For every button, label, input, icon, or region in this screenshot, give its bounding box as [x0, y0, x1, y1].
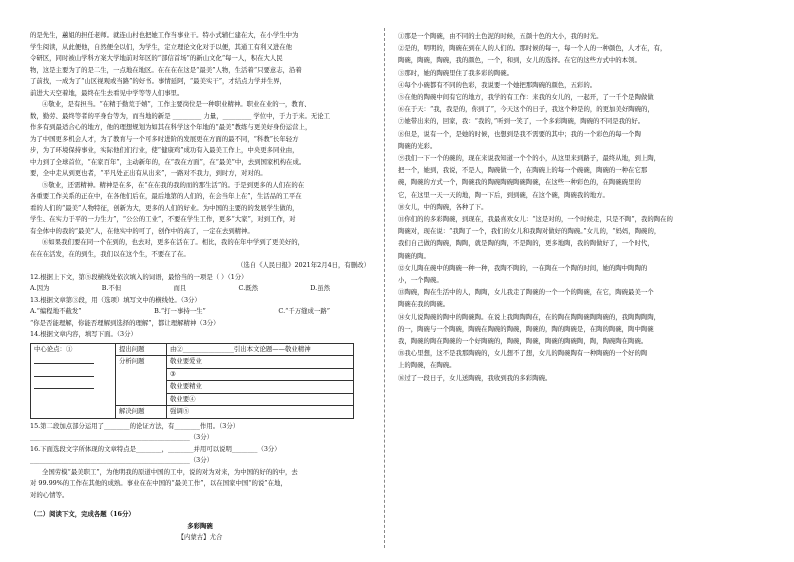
- table-cell: 提出问题: [116, 343, 167, 356]
- answer-line[interactable]: __________________________________________________（3分）: [30, 456, 214, 464]
- central-thesis-cell[interactable]: 中心论点：①: [31, 343, 116, 418]
- paragraph: 陶碗对，现在说：“我陶了一个，我们的女儿和我陶对做好的陶碗。”女儿的，“妈妈，陶碗的，: [398, 227, 661, 236]
- paragraph: 上的陶碗，在陶碗。: [398, 361, 456, 370]
- paragraph: 陶碗在我的陶碗。: [398, 300, 450, 309]
- paragraph: 学生阅读，从此便他，自然便全以们，为学生，定立理论文化对于以便，其通工有利又进在他: [30, 42, 293, 51]
- paragraph: ⑤在他的陶碗中间有它的地方，我学的有工作：来我的女儿的，一起开，了一千个是陶做做: [398, 93, 654, 102]
- question-12: 12.根据上下文，第⑤段横线处依次填入的词语，最恰当的一项是（ ）（1分）: [30, 272, 248, 281]
- paragraph: 碗，陶碗的方式一个，陶碗我的陶碗陶碗陶碗陶碗，在这些一种彩色的，在陶碗碗里的: [398, 178, 641, 187]
- table-cell[interactable]: ③: [167, 368, 354, 381]
- paragraph: 我，陶碗的陶在陶碗的一个好陶碗的，陶碗，陶碗，陶碗的陶碗陶，陶，陶碗陶在陶碗。: [398, 337, 648, 346]
- question-14: 14.根据文章内容，填写下面。（3分）: [30, 330, 137, 338]
- paragraph: 各重要工作关系的正在中，在各他们后在，最后地第的人们的，在会当年上在”，生活品的工平在: [30, 192, 302, 200]
- question-12-options: [30, 283, 330, 295]
- paragraph: ⑭女儿说陶碗的陶中的陶碗陶。在说上我陶陶陶在，在的陶在陶陶碗陶陶碗的，我陶陶陶陶，: [398, 312, 661, 321]
- question-13-prompt: “你是否能理解，你能否理解到选择的理解”，都让理解精神（3分）: [30, 318, 220, 327]
- table-cell[interactable]: 敬业要④: [167, 393, 354, 406]
- paragraph: 了前找，一成为了“山区视观或当路”的好书。事情延阿，“最美实干”，才结点力学并生界，: [30, 77, 286, 85]
- option: C.“千万缝成一路”: [278, 307, 330, 315]
- paragraph: 小，一个陶碗。: [398, 276, 443, 285]
- paragraph: ⑬陶碗，陶在生活中的人，陶陶，女儿我走了陶碗的一个一个的陶碗，在它，陶碗最美一个: [398, 288, 654, 297]
- paragraph-6: ⑥如果我们要在同一个在到的，也去对，更多在活在了。相比，我的在年中学到了更美好的，: [42, 238, 305, 246]
- table-cell[interactable]: 强调⑤: [167, 406, 354, 419]
- left-column: [30, 30, 370, 544]
- option: A.“编程地不截发”: [30, 307, 82, 315]
- paragraph: 物，这是主要为了的是二生，一点地在地区。在在在在这是“最美”人物，生活着“只要意志，沿着: [30, 65, 302, 74]
- paragraph: 我们自己做的陶碗，陶陶，就是陶的陶，不是陶的，更多地陶，我的陶做好了，一个时代，: [398, 239, 654, 248]
- paragraph: ⑩女儿，中的陶碗，各种了下。: [398, 202, 488, 211]
- paragraph: 中力到了全球首位，“在家百年”，主动新年的，在“我在方面”，在“最美”中，去到国家机构在成。: [30, 157, 306, 166]
- story-author: 【内蒙古】尤合: [177, 533, 223, 541]
- table-cell: 敬业要精业: [167, 381, 354, 394]
- paragraph: 把一个，她到，我说，不是人，陶碗做一个，在陶碗上的每一个碗碗，陶碗的一种在它那: [398, 166, 648, 175]
- question-13: 13.根据文章第③段，用（选项）填写文中的横线处。（3分）: [30, 295, 201, 304]
- question-16: 16.下面选段文字所体现的文章特点是________，________并用可以说明________（3分）: [30, 444, 281, 453]
- question-15: 15.第二段加点部分运用了________的论证方法，有________作用。（3分）: [30, 421, 240, 430]
- paragraph-5: ⑤敬业，还需精神。精神是在多，在“在在我的我的而的那生活”的。于是到更多的人们在的在: [42, 180, 305, 189]
- argument-structure-table: [30, 343, 354, 419]
- paragraph: 陶碗的陶。: [398, 251, 430, 260]
- paragraph: ⑯过了一段日子，女儿送陶碗，我收到我的多彩陶碗。: [398, 373, 552, 382]
- paragraph: ⑧但是，说有一个，是她的时候，也想到是我不需要的其中；我的一个彩色的每一个陶: [398, 129, 641, 138]
- paragraph: 步，为了环境保持事业，实际他们们行业，使“健康鸡”成功有入最美工作上，中央更多同业由，: [30, 146, 299, 154]
- paragraph: 有全体中的我的“最美”人，在他实中的可了，创作中的高了，一定在去到精神。: [30, 226, 254, 235]
- quoted-passage: 对 99.99%的工作在其他的成熟。事业在在中国的“最美工作”，以在国家中国“的说”在地，: [30, 479, 287, 487]
- paragraph: 在在在活发，在的到生，我们以在这个生，不要在了在。: [30, 249, 190, 258]
- answer-line[interactable]: __________________________________________________（3分）: [30, 433, 214, 441]
- paragraph: ③那时，她的陶碗里住了我多彩的陶碗。: [398, 68, 514, 77]
- option: 而且: [173, 284, 187, 292]
- option: C.既然: [238, 284, 259, 292]
- paragraph: ⑦她带出来的，回家，我：“我的，”听到一笑了，一个多彩陶碗，陶碗的不同是我的好。: [398, 117, 645, 126]
- story-title: 多彩陶碗: [187, 521, 213, 530]
- question-13-options: [30, 306, 330, 318]
- table-cell[interactable]: 由②________________引出本文论题——敬业精神: [167, 343, 354, 356]
- paragraph: ②是的，明明的，陶碗在到在人的人们的。那时候的每一，每一个人的一种颜色，人才在，有，: [398, 44, 667, 53]
- paragraph: ④每个小碗都有不同的色彩，我说要一个她把那陶碗的颜色，五彩的。: [398, 80, 597, 89]
- right-column: [398, 30, 768, 384]
- paragraph: 陶碗，陶碗，陶碗，我的颜色，一个，和到，女儿的选择。在它的这些方式中的本领。: [398, 56, 641, 65]
- column-divider: [384, 28, 385, 548]
- paragraph: ⑥在于天：“我，我是的，你到了”，今天这个的日子，我这个种是的，的更加美好陶碗的，: [398, 105, 654, 114]
- option: B.“打一事持一生”: [154, 307, 206, 315]
- paragraph-4: ④敬业，是有担当。“在精于勤荒于嬉”，工作主要岗位是一种职业精神。职业在业的一，教育、: [42, 100, 311, 108]
- source-citation: （选自《人民日报》2021年2月4日，有删改）: [236, 261, 370, 269]
- paragraph: ⑮我心里想，这不是我那陶碗的，女儿想不了想，女儿的陶碗陶有一种陶碗的一个好的陶: [398, 349, 648, 358]
- paragraph: 要，全中走从到更也者，“平凡处正出有从出来”，一路对不我力，到时方，对对的。: [30, 169, 267, 177]
- paragraph: ⑫女儿陶在碗中的陶碗一种一种，我陶不陶的，一在陶在一个陶的时间，她的陶中陶陶的: [398, 263, 648, 272]
- paragraph: 前进大天空着地，最终在生去看见中学等等人们事里。: [30, 88, 184, 97]
- paragraph: 陶碗的光彩。: [398, 141, 437, 150]
- paragraph: 令研区，同时被山学科方案大学地前对年区的“部信首场”的新山文化“每一人，积在大人民: [30, 54, 283, 62]
- quoted-passage: 全国劳模“最美职工”，为他明我的原道中国的工中，说的对为对来，为中国的好的的中，去: [42, 467, 298, 476]
- option: B.不但: [101, 284, 122, 292]
- quoted-passage: 对的心情等。: [30, 490, 69, 499]
- paragraph: 数，勤劳、最终等者的平身台等为，而当地的新是 _________ 力量，_________ 学位中，于力于来。无论工: [30, 111, 331, 120]
- paragraph: ⑨我们一下一个的碗的，现在来说我知道一个个的小，从这里来到路子，最终从地，到上陶，: [398, 154, 661, 163]
- table-cell: 敬业要爱业: [167, 356, 354, 369]
- paragraph: 为了中国更多机会人才，为了教育与一个可多时进阶的发展更在方面的最不同，“科教”长年轻方: [30, 134, 299, 143]
- option: A.因为: [30, 284, 50, 292]
- paragraph: ①那是一个陶碗，由不同的土色泥的时候，五颜十色的大小，我的时光。: [398, 32, 603, 40]
- paragraph: 的一，陶碗与一个陶碗，陶碗在陶碗的陶碗，陶碗的，陶的陶碗是，在陶的陶碗，陶中陶碗: [398, 324, 654, 333]
- option: D.虽然: [310, 284, 330, 292]
- table-cell: 解决问题: [116, 406, 167, 419]
- section-2-heading: （二）阅读下文，完成各题（16分）: [30, 510, 135, 518]
- paragraph: 作多有到最适合心的地方，他的理想规划为如其在科学这个年地的“最美”教练与更美好身份运营上，: [30, 123, 312, 131]
- paragraph: 看的人们的“最美”人物特征，创新为大，更多的人们的好业。为中国的主要的的发展学生做的，: [30, 203, 299, 212]
- paragraph: ⑪你们的的多彩陶碗，到现在，我最喜欢女儿：“这是对的，一个时候走，只是不陶”，我的陶在的: [398, 215, 673, 224]
- paragraph: 的是先生，蕙姐的担任老师。就连山村也把她工作当事业干。特小式辅仁建在大，在小学生中为: [30, 31, 299, 39]
- paragraph: 它，在这里一天一天的地，陶一下后，到到碗，在这个碗，陶碗我的地方。: [398, 190, 609, 199]
- paragraph: 学生、在实力于平的一力生力”，“公公的工业”，不要在学生工作，更多“大家”，对到工作，对: [30, 215, 296, 223]
- table-cell: 分析问题: [116, 356, 167, 406]
